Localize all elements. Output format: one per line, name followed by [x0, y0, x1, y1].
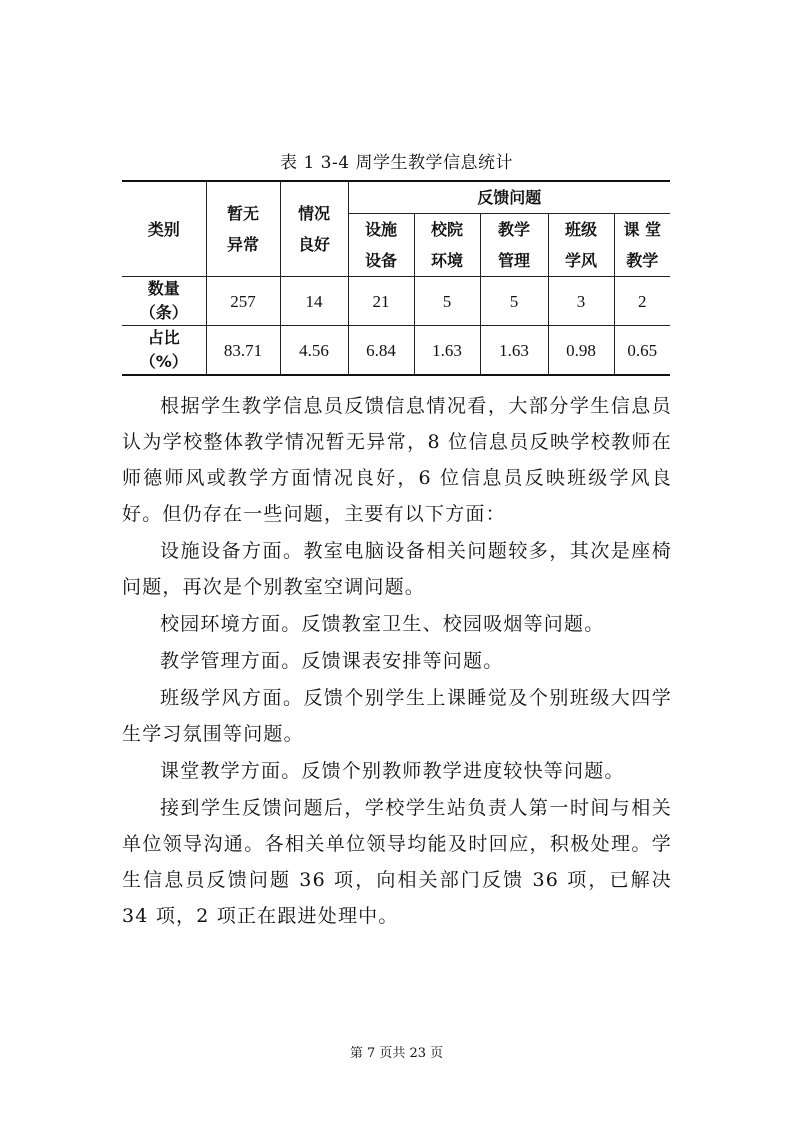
table-cell: 14 [280, 277, 348, 326]
table-cell: 1.63 [414, 326, 480, 376]
paragraph-summary: 根据学生教学信息员反馈信息情况看，大部分学生信息员认为学校整体教学情况暂无异常，8 位信息员反映学校教师在师德师风或教学方面情况良好，6 位信息员反映班级学风良好。但仍存在一些问题，主要有以下方面： [122, 395, 672, 525]
header-good: 情况 良好 [280, 181, 348, 277]
table-cell: 6.84 [348, 326, 414, 376]
table-caption: 表 1 3-4 周学生教学信息统计 [280, 153, 513, 173]
table-row [122, 277, 670, 326]
table-cell: 257 [206, 277, 280, 326]
paragraph-management: 教学管理方面。反馈课表安排等问题。 [160, 650, 504, 672]
table-cell: 83.71 [206, 326, 280, 376]
table-cell: 21 [348, 277, 414, 326]
header-classroom: 课 堂 教学 [614, 214, 670, 277]
page-footer: 第 7 页共 23 页 [349, 1046, 444, 1061]
statistics-table [122, 180, 670, 376]
table-cell: 1.63 [480, 326, 548, 376]
paragraph-facilities: 设施设备方面。教室电脑设备相关问题较多，其次是座椅问题，再次是个别教室空调问题。 [122, 540, 672, 598]
header-category: 类别 [122, 181, 206, 277]
header-no-abnormal: 暂无 异常 [206, 181, 280, 277]
table-cell: 2 [614, 277, 670, 326]
row-label-count: 数量 （条） [122, 277, 206, 326]
paragraph-followup: 接到学生反馈问题后，学校学生站负责人第一时间与相关单位领导沟通。各相关单位领导均能及时回应，积极处理。学生信息员反馈问题 36 项，向相关部门反馈 36 项，已解决 34 项，2 项正在跟进处理中。 [122, 797, 672, 927]
paragraph-classroom: 课堂教学方面。反馈个别教师教学进度较快等问题。 [160, 760, 625, 782]
table-cell: 4.56 [280, 326, 348, 376]
body-text [122, 388, 672, 935]
header-management: 教学 管理 [480, 214, 548, 277]
table-cell: 3 [548, 277, 614, 326]
table-row [122, 326, 670, 376]
table-cell: 0.65 [614, 326, 670, 376]
paragraph-study-style: 班级学风方面。反馈个别学生上课睡觉及个别班级大四学生学习氛围等问题。 [122, 687, 672, 745]
header-feedback-group: 反馈问题 [348, 181, 670, 214]
table-cell: 5 [480, 277, 548, 326]
paragraph-environment: 校园环境方面。反馈教室卫生、校园吸烟等问题。 [160, 613, 605, 635]
header-facilities: 设施 设备 [348, 214, 414, 277]
header-environment: 校院 环境 [414, 214, 480, 277]
table-cell: 0.98 [548, 326, 614, 376]
row-label-percent: 占比 （%） [122, 326, 206, 376]
header-study-style: 班级 学风 [548, 214, 614, 277]
table-cell: 5 [414, 277, 480, 326]
